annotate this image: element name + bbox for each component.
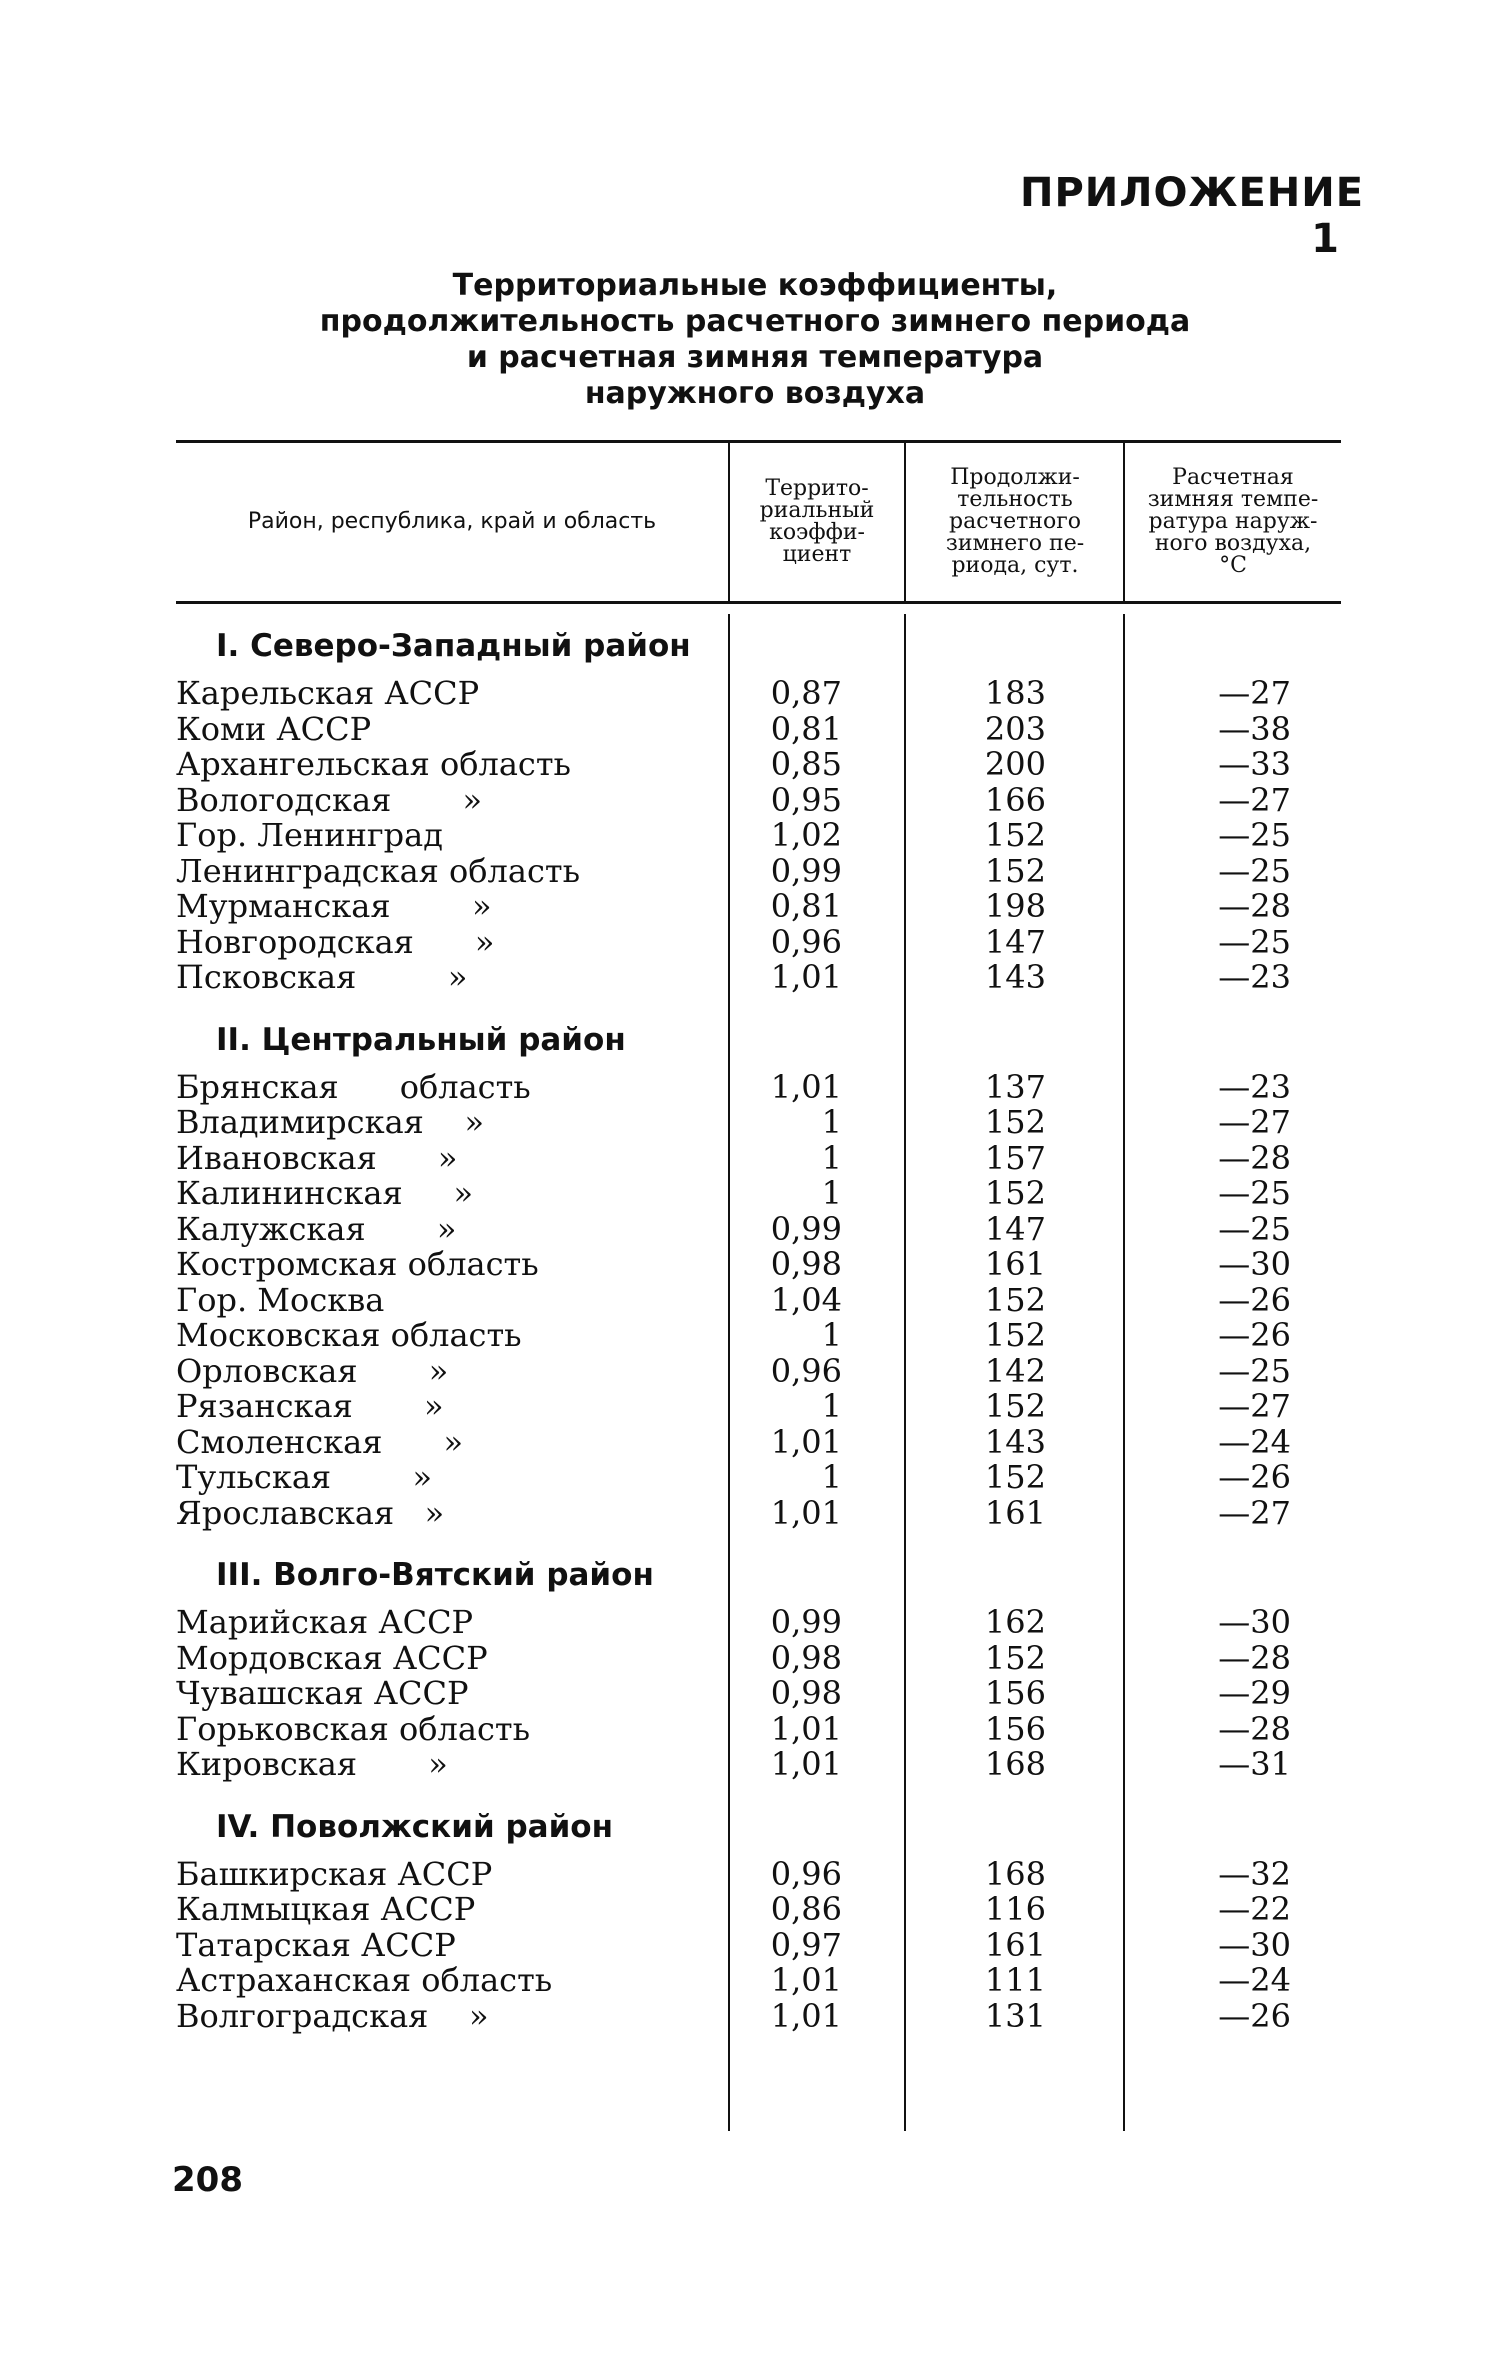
duration-value: 116 [984,1890,1046,1928]
coefficient-value: 1,04 [770,1280,842,1319]
region-name: Ленинградская область [176,851,580,890]
section-title: III. Волго-Вятский район [216,1557,654,1593]
temperature-value: —27 [1218,1103,1291,1141]
coefficient-value: 1,01 [770,1493,842,1532]
temperature-value: —25 [1218,922,1291,961]
duration-value: 152 [984,1458,1046,1496]
duration-value: 203 [984,709,1046,748]
temperature-value: —29 [1218,1674,1291,1712]
region-name: Владимирская » [176,1103,485,1141]
region-name: Чувашская АССР [176,1674,469,1712]
coefficient-value: 0,86 [770,1890,842,1928]
table-row [176,1247,1341,1283]
section-title: I. Северо-Западный район [216,628,691,664]
table-row [176,851,1341,890]
table-row [176,1963,1341,1999]
title-line: продолжительность расчетного зимнего периода [319,304,1191,339]
coefficient-value: 1,01 [770,1745,842,1783]
duration-value: 143 [984,1422,1046,1461]
region-name: Вологодская » [176,780,483,819]
region-name: Карельская АССР [176,674,480,712]
region-name: Калужская » [176,1209,457,1248]
table-section [176,1545,1341,1797]
region-name: Волгоградская » [176,1996,489,2035]
duration-value: 147 [984,922,1046,961]
table-row [176,1067,1341,1106]
region-name: Татарская АССР [176,1925,456,1964]
coefficient-value: 0,96 [770,922,842,961]
duration-value: 162 [984,1603,1046,1641]
table-row [176,1709,1341,1748]
table-body [176,604,1341,2131]
coefficient-value: 0,81 [770,709,842,748]
header-line: риода, сут. [951,553,1079,578]
region-name: Ивановская » [176,1138,458,1177]
duration-value: 152 [984,1174,1046,1212]
table-row [176,818,1341,854]
region-name: Архангельская область [176,745,571,783]
temperature-value: —25 [1218,851,1291,890]
region-name: Брянская область [176,1067,531,1106]
duration-value: 152 [984,1387,1046,1425]
duration-value: 152 [984,816,1046,854]
table-row [176,1422,1341,1461]
temperature-value: —28 [1218,1638,1291,1677]
table-row [176,960,1341,996]
header-line: зимняя темпе- [1147,487,1319,512]
section-spacer [176,1531,1341,1545]
duration-value: 183 [984,674,1046,712]
duration-value: 168 [984,1745,1046,1783]
header-region-text [248,511,656,533]
table-row [176,1854,1341,1893]
temperature-value: —26 [1218,1316,1291,1354]
coefficient-value: 0,99 [770,851,842,890]
temperature-value: —24 [1218,1961,1291,1999]
title-line: наружного воздуха [584,376,926,411]
coefficient-value: 0,95 [770,780,842,819]
header-line: Продолжи- [950,465,1080,490]
header-coefficient-text [760,478,875,566]
temperature-value: —27 [1218,1493,1291,1532]
table-section [176,1797,1341,2049]
duration-value: 161 [984,1925,1046,1964]
coefficient-value: 0,98 [770,1245,842,1283]
duration-value: 152 [984,1103,1046,1141]
duration-value: 161 [984,1493,1046,1532]
region-name: Мордовская АССР [176,1638,488,1677]
coefficient-value: 1,01 [770,1961,842,1999]
temperature-value: —25 [1218,1174,1291,1212]
column-divider [904,443,906,601]
header-line: ратура наруж- [1148,509,1318,534]
coefficient-value: 0,85 [770,745,842,783]
region-name: Ярославская » [176,1493,445,1532]
temperature-value: —30 [1218,1925,1291,1964]
data-table [176,440,1341,2131]
region-name: Смоленская » [176,1422,464,1461]
coefficient-value: 1,01 [770,958,842,996]
duration-value: 137 [984,1067,1046,1106]
temperature-value: —32 [1218,1854,1291,1893]
temperature-value: —25 [1218,1209,1291,1248]
header-line: Террито- [765,476,869,501]
region-name: Коми АССР [176,709,372,748]
duration-value: 166 [984,780,1046,819]
page-number: 208 [172,2160,243,2200]
header-line: коэффи- [769,520,865,545]
header-line: °С [1219,553,1247,578]
coefficient-value: 1 [821,1103,842,1141]
coefficient-value: 1,01 [770,1422,842,1461]
region-name: Орловская » [176,1351,449,1390]
duration-value: 161 [984,1245,1046,1283]
table-row [176,1280,1341,1319]
temperature-value: —26 [1218,1458,1291,1496]
coefficient-value: 0,96 [770,1351,842,1390]
region-name: Горьковская область [176,1709,530,1748]
table-row [176,1460,1341,1496]
table-row [176,709,1341,748]
coefficient-value: 0,99 [770,1209,842,1248]
region-name: Астраханская область [176,1961,553,1999]
temperature-value: —23 [1218,958,1291,996]
temperature-value: —26 [1218,1996,1291,2035]
header-line: расчетного [949,509,1081,534]
table-section [176,1010,1341,1546]
table-row [176,1892,1341,1928]
coefficient-value: 0,96 [770,1854,842,1893]
temperature-value: —33 [1218,745,1291,783]
section-spacer [176,2034,1341,2048]
table-row [176,1638,1341,1677]
duration-value: 147 [984,1209,1046,1248]
duration-value: 131 [984,1996,1046,2035]
duration-value: 156 [984,1674,1046,1712]
coefficient-value: 0,81 [770,887,842,925]
appendix-heading: ПРИЛОЖЕНИЕ 1 [1020,170,1365,262]
coefficient-value: 1 [821,1174,842,1212]
table-row [176,1138,1341,1177]
temperature-value: —22 [1218,1890,1291,1928]
temperature-value: —25 [1218,1351,1291,1390]
region-name: Псковская » [176,958,468,996]
column-divider [728,443,730,601]
table-row [176,1493,1341,1532]
region-name: Рязанская » [176,1387,444,1425]
header-line: Расчетная [1172,465,1294,490]
header-line: тельность [957,487,1073,512]
table-row [176,1925,1341,1964]
temperature-value: —26 [1218,1280,1291,1319]
duration-value: 198 [984,887,1046,925]
temperature-value: —25 [1218,816,1291,854]
temperature-value: —27 [1218,674,1291,712]
region-name: Гор. Москва [176,1280,385,1319]
header-line: зимнего пе- [945,531,1085,556]
coefficient-value: 0,99 [770,1603,842,1641]
table-row [176,1996,1341,2035]
temperature-value: —30 [1218,1603,1291,1641]
coefficient-value: 1,01 [770,1709,842,1748]
duration-value: 157 [984,1138,1046,1177]
coefficient-value: 1 [821,1138,842,1177]
table-row [176,1389,1341,1425]
table-row [176,747,1341,783]
title-line: и расчетная зимняя температура [466,340,1044,375]
title-line: Территориальные коэффициенты, [452,268,1058,303]
region-name: Мурманская » [176,887,492,925]
temperature-value: —27 [1218,780,1291,819]
temperature-value: —23 [1218,1067,1291,1106]
region-name: Кировская » [176,1745,448,1783]
section-spacer [176,996,1341,1010]
duration-value: 152 [984,1280,1046,1319]
temperature-value: —30 [1218,1245,1291,1283]
sections [176,604,1341,2048]
header-line: Район, республика, край и область [247,509,657,534]
region-name: Новгородская » [176,922,495,961]
region-name: Московская область [176,1316,522,1354]
duration-value: 168 [984,1854,1046,1893]
header-line: ного воздуха, [1154,531,1312,556]
table-row [176,1209,1341,1248]
region-name: Калининская » [176,1174,474,1212]
region-name: Тульская » [176,1458,433,1496]
coefficient-value: 1,01 [770,1067,842,1106]
duration-value: 152 [984,851,1046,890]
section-spacer [176,1783,1341,1797]
duration-value: 143 [984,958,1046,996]
duration-value: 200 [984,745,1046,783]
header-temperature-text [1148,467,1319,577]
coefficient-value: 1,01 [770,1996,842,2035]
coefficient-value: 1 [821,1316,842,1354]
table-row [176,780,1341,819]
header-coefficient [732,443,902,601]
table-section [176,604,1341,1010]
temperature-value: —24 [1218,1422,1291,1461]
region-name: Марийская АССР [176,1603,474,1641]
region-name: Костромская область [176,1245,539,1283]
table-header [176,443,1341,601]
duration-value: 152 [984,1638,1046,1677]
duration-value: 156 [984,1709,1046,1748]
table-row [176,1105,1341,1141]
coefficient-value: 1 [821,1387,842,1425]
region-name: Калмыцкая АССР [176,1890,476,1928]
temperature-value: —28 [1218,1138,1291,1177]
header-region [176,443,728,601]
header-duration-text [946,467,1084,577]
region-name: Башкирская АССР [176,1854,493,1893]
table-row [176,1747,1341,1783]
table-row [176,1676,1341,1712]
temperature-value: —31 [1218,1745,1291,1783]
section-title: II. Центральный район [216,1021,626,1058]
coefficient-value: 0,98 [770,1674,842,1712]
coefficient-value: 1,02 [770,816,842,854]
coefficient-value: 1 [821,1458,842,1496]
header-temperature [1127,443,1339,601]
section-title: IV. Поволжский район [216,1808,614,1845]
table-row [176,1605,1341,1641]
table-row [176,922,1341,961]
table-row [176,1351,1341,1390]
temperature-value: —38 [1218,709,1291,748]
duration-value: 152 [984,1316,1046,1354]
duration-value: 111 [984,1961,1046,1999]
temperature-value: —28 [1218,1709,1291,1748]
column-divider [1123,443,1125,601]
duration-value: 142 [984,1351,1046,1390]
coefficient-value: 0,98 [770,1638,842,1677]
table-row [176,676,1341,712]
temperature-value: —28 [1218,887,1291,925]
table-row [176,1318,1341,1354]
coefficient-value: 0,97 [770,1925,842,1964]
table-row [176,889,1341,925]
coefficient-value: 0,87 [770,674,842,712]
header-line: циент [782,542,852,567]
temperature-value: —27 [1218,1387,1291,1425]
table-row [176,1176,1341,1212]
document-title [250,268,1260,412]
header-line: риальный [759,498,875,523]
region-name: Гор. Ленинград [176,816,443,854]
header-duration [908,443,1122,601]
